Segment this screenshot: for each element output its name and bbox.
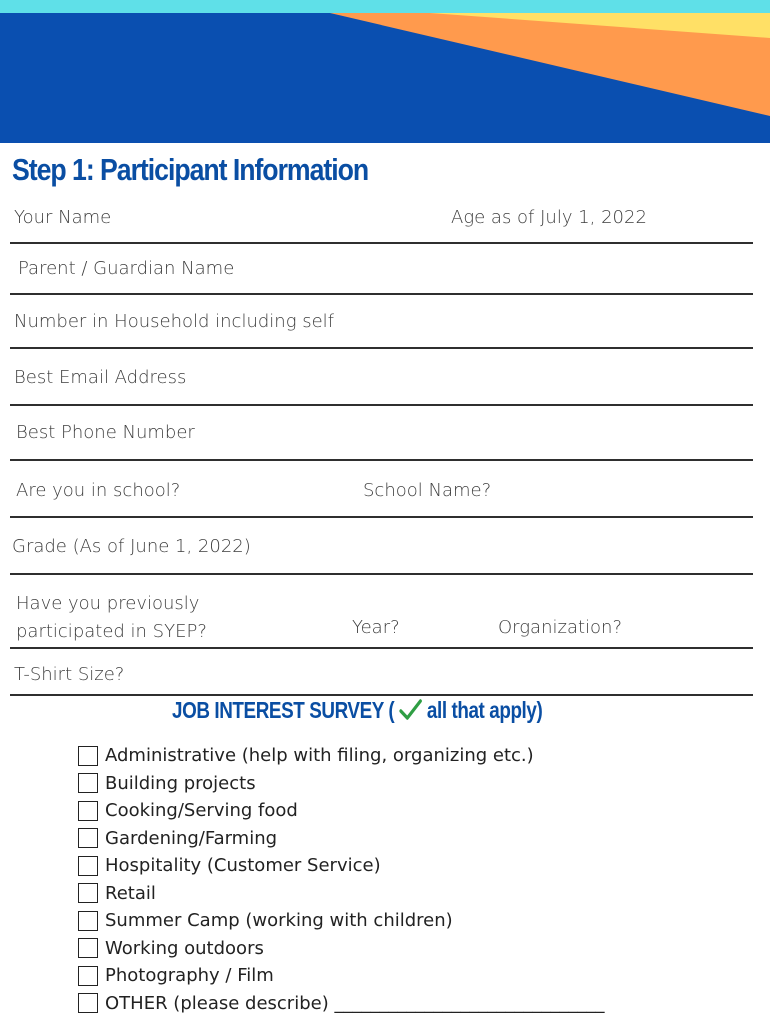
phone-label: Best Phone Number (16, 422, 195, 443)
job-interest-list (78, 742, 604, 1017)
job-option-label: Administrative (help with filing, organizing etc.) (105, 745, 534, 767)
checkbox[interactable] (78, 773, 98, 793)
checkbox[interactable] (78, 856, 98, 876)
job-option[interactable] (78, 962, 604, 990)
email-line[interactable] (10, 404, 753, 406)
grade-line[interactable] (10, 573, 753, 575)
previous-line[interactable] (10, 647, 753, 649)
checkbox[interactable] (78, 883, 98, 903)
checkbox[interactable] (78, 801, 98, 821)
job-option-label: Retail (105, 882, 156, 904)
job-option[interactable] (78, 852, 604, 880)
job-option-label: Building projects (105, 772, 256, 794)
previous-label: Have you previously participated in SYEP? (16, 593, 207, 642)
checkbox[interactable] (78, 966, 98, 986)
checkbox[interactable] (78, 993, 98, 1013)
age-label: Age as of July 1, 2022 (451, 207, 647, 228)
your-name-label: Your Name (14, 207, 112, 228)
job-option-label: OTHER (please describe) ______________________________ (105, 992, 605, 1014)
checkbox[interactable] (78, 938, 98, 958)
survey-title (172, 697, 542, 724)
job-option-label: Photography / Film (105, 965, 274, 987)
tshirt-label: T-Shirt Size? (14, 664, 125, 685)
page-title: Step 1: Participant Information (12, 152, 369, 187)
school-line[interactable] (10, 516, 753, 518)
checkbox[interactable] (78, 746, 98, 766)
job-option-label: Summer Camp (working with children) (105, 910, 453, 932)
job-option-label: Gardening/Farming (105, 827, 278, 849)
job-option[interactable] (78, 990, 604, 1018)
job-option-label: Working outdoors (105, 937, 264, 959)
job-option[interactable] (78, 742, 604, 770)
household-label: Number in Household including self (14, 311, 335, 332)
email-label: Best Email Address (14, 367, 187, 388)
check-icon (399, 699, 422, 721)
checkbox[interactable] (78, 911, 98, 931)
your-name-line[interactable] (10, 242, 753, 244)
school-name-label: School Name? (363, 480, 492, 501)
job-option-label: Hospitality (Customer Service) (105, 855, 381, 877)
job-option[interactable] (78, 825, 604, 853)
header-banner (0, 0, 770, 143)
organization-label: Organization? (498, 617, 623, 638)
household-line[interactable] (10, 347, 753, 349)
guardian-label: Parent / Guardian Name (18, 258, 235, 279)
tshirt-line[interactable] (10, 694, 753, 696)
phone-line[interactable] (10, 459, 753, 461)
guardian-line[interactable] (10, 293, 753, 295)
job-option[interactable] (78, 770, 604, 798)
in-school-label: Are you in school? (16, 480, 181, 501)
survey-title-end: all that apply) (426, 697, 543, 723)
job-option[interactable] (78, 935, 604, 963)
job-option[interactable] (78, 797, 604, 825)
grade-label: Grade (As of June 1, 2022) (12, 536, 251, 557)
job-option[interactable] (78, 907, 604, 935)
year-label: Year? (352, 617, 400, 638)
checkbox[interactable] (78, 828, 98, 848)
survey-title-start: JOB INTEREST SURVEY ( (172, 697, 395, 723)
job-option-label: Cooking/Serving food (105, 800, 298, 822)
job-option[interactable] (78, 880, 604, 908)
